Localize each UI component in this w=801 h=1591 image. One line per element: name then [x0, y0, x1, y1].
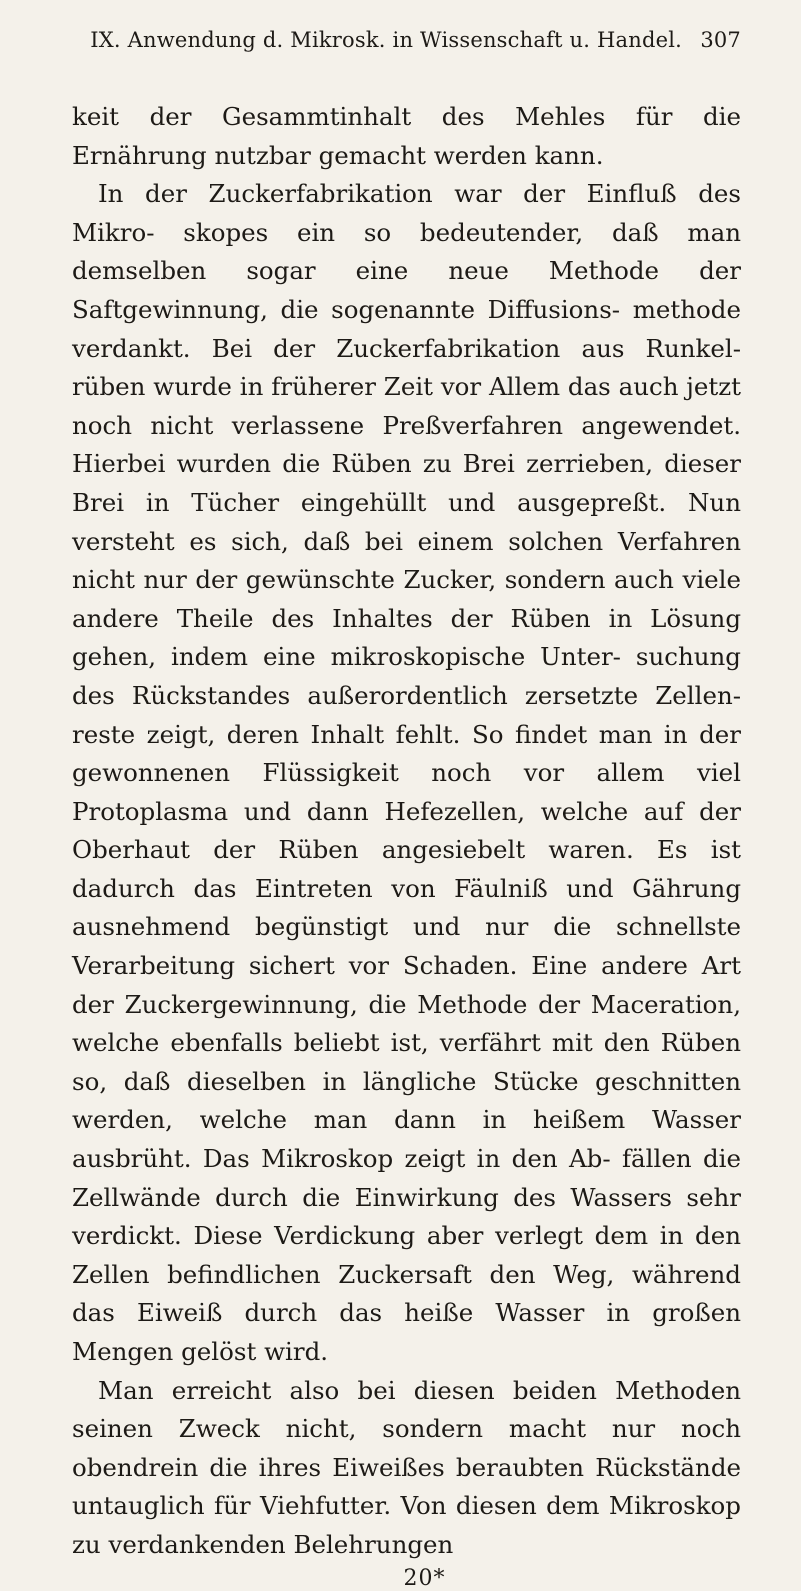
- paragraph-sugar-fabrication: In der Zuckerfabrikation war der Einfluß des Mikro- skopes ein so bedeutender, daß man demselben sogar eine neue Methode der Saftgewinnung, die sogenannte Diffusions- methode verdankt. Bei der Zuckerfabrikation aus Runkel- rüben wurde in früherer Zeit vor Allem das auch jetzt noch nicht verlassene Preßverfahren angewendet. Hierbei wurden die Rüben zu Brei zerrieben, dieser Brei in Tücher eingehüllt und ausgepreßt. Nun versteht es sich, daß bei einem solchen Verfahren nicht nur der gewünschte Zucker, sondern auch viele andere Theile des Inhaltes der Rüben in Lösung gehen, indem eine mikroskopische Unter- suchung des Rückstandes außerordentlich zersetzte Zellen- reste zeigt, deren Inhalt fehlt. So findet man in der gewonnenen Flüssigkeit noch vor allem viel Protoplasma und dann Hefezellen, welche auf der Oberhaut der Rüben angesiebelt waren. Es ist dadurch das Eintreten von Fäulniß und Gährung ausnehmend begünstigt und nur die schnellste Verarbeitung sichert vor Schaden. Eine andere Art der Zuckergewinnung, die Methode der Maceration, welche ebenfalls beliebt ist, verfährt mit den Rüben so, daß dieselben in längliche Stücke geschnitten werden, welche man dann in heißem Wasser ausbrüht. Das Mikroskop zeigt in den Ab- fällen die Zellwände durch die Einwirkung des Wassers sehr verdickt. Diese Verdickung aber verlegt dem in den Zellen befindlichen Zuckersaft den Weg, während das Eiweiß durch das heiße Wasser in großen Mengen gelöst wird.: [72, 179, 741, 1366]
- running-head-title: IX. Anwendung d. Mikrosk. in Wissenschaft u. Handel.: [90, 28, 683, 52]
- paragraph-conclusion: Man erreicht also bei diesen beiden Methoden seinen Zweck nicht, sondern macht nur noch obendrein die ihres Eiweißes beraubten Rückstände untauglich für Viehfutter. Von diesen dem Mikroskop zu verdankenden Belehrungen: [72, 1375, 741, 1559]
- signature-mark: 20*: [403, 1565, 446, 1591]
- page-number: 307: [700, 28, 741, 52]
- paragraph-continuation: keit der Gesammtinhalt des Mehles für die Ernährung nutzbar gemacht werden kann.: [72, 102, 741, 170]
- body-text: [72, 98, 741, 1565]
- running-head: [62, 28, 741, 62]
